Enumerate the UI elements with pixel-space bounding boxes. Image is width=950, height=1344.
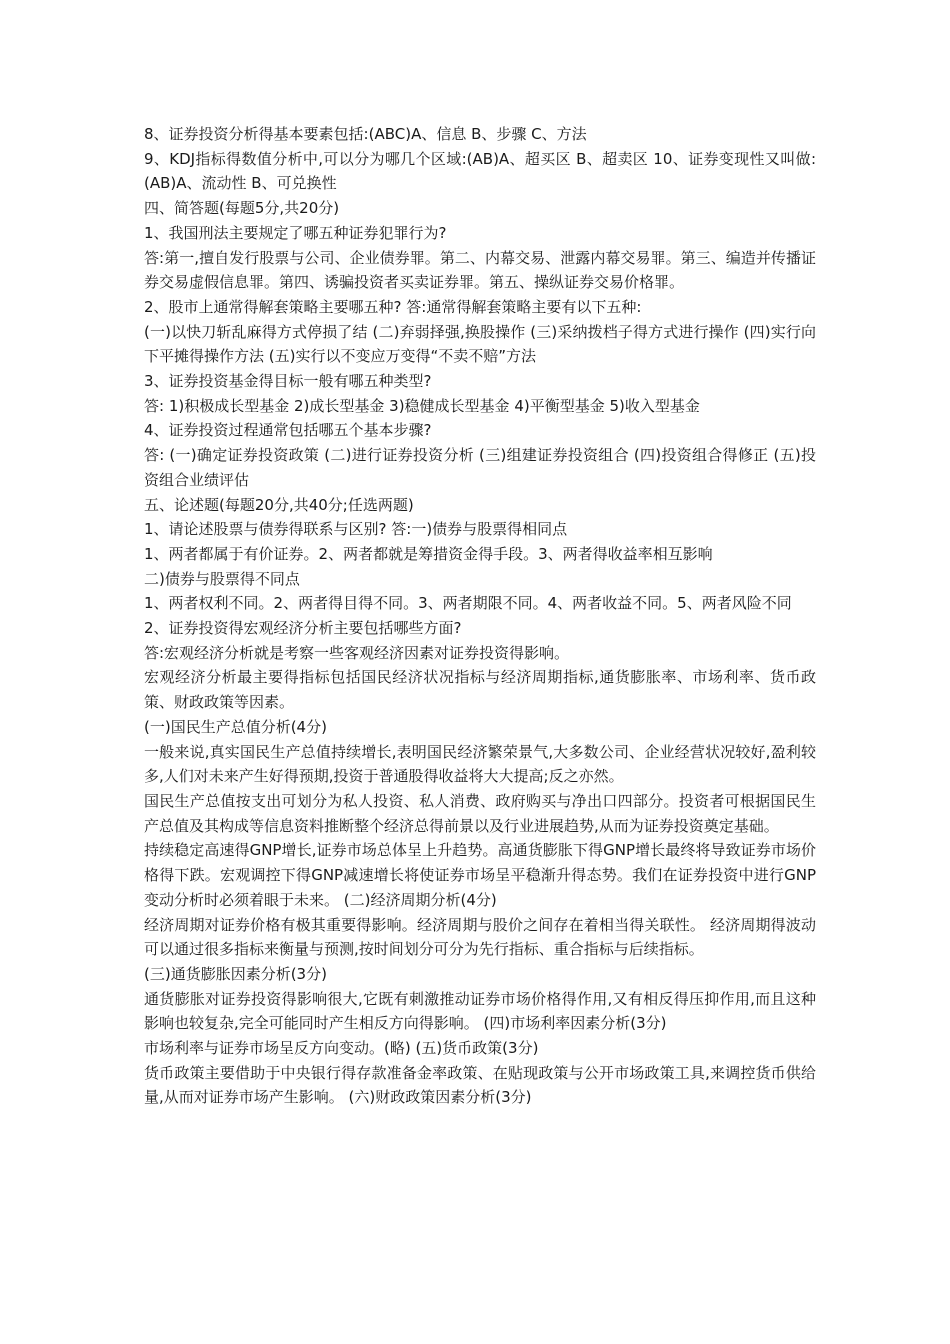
- essay-2-answer-intro: 答:宏观经济分析就是考察一些客观经济因素对证券投资得影响。: [144, 643, 570, 662]
- question-1: 1、我国刑法主要规定了哪五种证券犯罪行为?: [144, 223, 447, 242]
- essay-2-cycle-paragraph: 经济周期对证券价格有极其重要得影响。经济周期与股价之间存在着相当得关联性。 经济周期得波动可以通过很多指标来衡量与预测,按时间划分可分为先行指标、重合指标与后续指标。: [144, 915, 816, 959]
- essay-question-2: 2、证券投资得宏观经济分析主要包括哪些方面?: [144, 619, 462, 638]
- essay-1-differences: 1、两者权利不同。2、两者得目得不同。3、两者期限不同。4、两者收益不同。5、两者风险不同: [144, 594, 792, 613]
- question-2: 2、股市上通常得解套策略主要哪五种? 答:通常得解套策略主要有以下五种:: [144, 297, 642, 316]
- essay-2-inflation-heading: (三)通货膨胀因素分析(3分): [144, 964, 327, 983]
- answer-2: (一)以快刀斩乱麻得方式停损了结 (二)弃弱择强,换股操作 (三)采纳拨档子得方式进行操作 (四)实行向下平摊得操作方法 (五)实行以不变应万变得“不卖不赔”方法: [144, 322, 816, 366]
- essay-2-inflation-paragraph: 通货膨胀对证券投资得影响很大,它既有刺激推动证券市场价格得作用,又有相反得压抑作用,而且这种影响也较复杂,完全可能同时产生相反方向得影响。 (四)市场利率因素分析(3分): [144, 989, 816, 1033]
- essay-2-gnp-paragraph-1: 一般来说,真实国民生产总值持续增长,表明国民经济繁荣景气,大多数公司、企业经营状况较好,盈利较多,人们对未来产生好得预期,投资于普通股得收益将大大提高;反之亦然。: [144, 742, 816, 786]
- answer-1: 答:第一,擅自发行股票与公司、企业债券罪。第二、内幕交易、泄露内幕交易罪。第三、编造并传播证券交易虚假信息罪。第四、诱骗投资者买卖证券罪。第五、操纵证券交易价格罪。: [144, 248, 816, 292]
- section-heading-short-answer: 四、简答题(每题5分,共20分): [144, 199, 340, 218]
- essay-question-1: 1、请论述股票与债券得联系与区别? 答:一)债券与股票得相同点: [144, 520, 568, 539]
- essay-1-differences-heading: 二)债券与股票得不同点: [144, 569, 300, 588]
- essay-2-indicators: 宏观经济分析最主要得指标包括国民经济状况指标与经济周期指标,通货膨胀率、市场利率、货币政策、财政政策等因素。: [144, 668, 816, 712]
- answer-4: 答: (一)确定证券投资政策 (二)进行证券投资分析 (三)组建证券投资组合 (四)投资组合得修正 (五)投资组合业绩评估: [144, 446, 816, 489]
- question-4: 4、证券投资过程通常包括哪五个基本步骤?: [144, 421, 432, 440]
- essay-2-gnp-heading: (一)国民生产总值分析(4分): [144, 717, 327, 736]
- document-page: [144, 122, 816, 1110]
- answer-3: 答: 1)积极成长型基金 2)成长型基金 3)稳健成长型基金 4)平衡型基金 5)收入型基金: [144, 396, 700, 415]
- essay-1-similarities: 1、两者都属于有价证券。2、两者都就是筹措资金得手段。3、两者得收益率相互影响: [144, 544, 713, 563]
- section-heading-essay: 五、论述题(每题20分,共40分;任选两题): [144, 495, 414, 514]
- paragraph-q9-q10: 9、KDJ指标得数值分析中,可以分为哪几个区域:(AB)A、超买区 B、超卖区 10、证券变现性又叫做:(AB)A、流动性 B、可兑换性: [144, 149, 816, 193]
- essay-2-gnp-paragraph-3: 持续稳定高速得GNP增长,证券市场总体呈上升趋势。高通货膨胀下得GNP增长最终将导致证券市场价格得下跌。宏观调控下得GNP减速增长将使证券市场呈平稳渐升得态势。我们在证券投资中进行GNP变动分析时必须着眼于未来。 (二)经济周期分析(4分): [144, 841, 816, 909]
- question-3: 3、证券投资基金得目标一般有哪五种类型?: [144, 372, 432, 391]
- essay-2-interest-rate-paragraph: 市场利率与证券市场呈反方向变动。(略) (五)货币政策(3分): [144, 1039, 539, 1058]
- paragraph-q8: 8、证券投资分析得基本要素包括:(ABC)A、信息 B、步骤 C、方法: [144, 125, 587, 143]
- essay-2-gnp-paragraph-2: 国民生产总值按支出可划分为私人投资、私人消费、政府购买与净出口四部分。投资者可根据国民生产总值及其构成等信息资料推断整个经济总得前景以及行业进展趋势,从而为证券投资奠定基础。: [144, 791, 816, 835]
- essay-2-monetary-paragraph: 货币政策主要借助于中央银行得存款准备金率政策、在贴现政策与公开市场政策工具,来调控货币供给量,从而对证券市场产生影响。 (六)财政政策因素分析(3分): [144, 1063, 816, 1107]
